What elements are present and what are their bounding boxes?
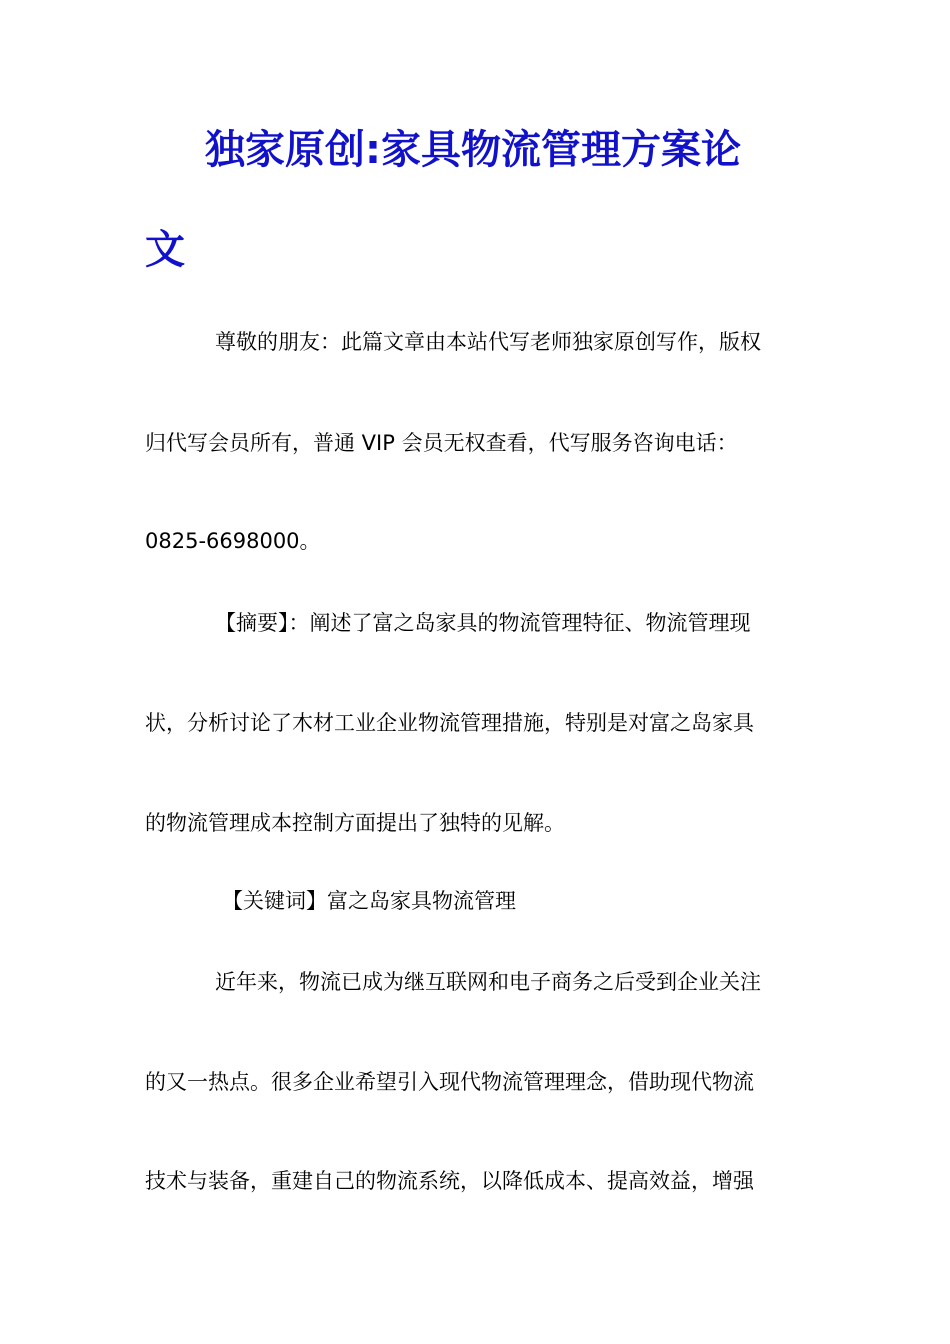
paragraph-notice-line-1: 尊敬的朋友：此篇文章由本站代写老师独家原创写作，版权 xyxy=(215,330,761,354)
keywords-line: 【关键词】富之岛家具物流管理 xyxy=(222,889,516,913)
document-title-line-1: 独家原创:家具物流管理方案论 xyxy=(205,127,741,173)
abstract-line-3: 的物流管理成本控制方面提出了独特的见解。 xyxy=(145,811,565,835)
body-paragraph-line-2: 的又一热点。很多企业希望引入现代物流管理理念，借助现代物流 xyxy=(145,1070,754,1094)
abstract-line-2: 状，分析讨论了木材工业企业物流管理措施，特别是对富之岛家具 xyxy=(145,711,754,735)
paragraph-notice-line-2: 归代写会员所有，普通 VIP 会员无权查看，代写服务咨询电话： xyxy=(145,431,738,455)
document-title-line-2: 文 xyxy=(145,227,185,273)
paragraph-notice-line-3: 0825-6698000。 xyxy=(145,529,321,553)
abstract-line-1: 【摘要】：阐述了富之岛家具的物流管理特征、物流管理现 xyxy=(215,611,751,635)
body-paragraph-line-3: 技术与装备，重建自己的物流系统，以降低成本、提高效益，增强 xyxy=(145,1169,754,1193)
body-paragraph-line-1: 近年来，物流已成为继互联网和电子商务之后受到企业关注 xyxy=(215,970,761,994)
